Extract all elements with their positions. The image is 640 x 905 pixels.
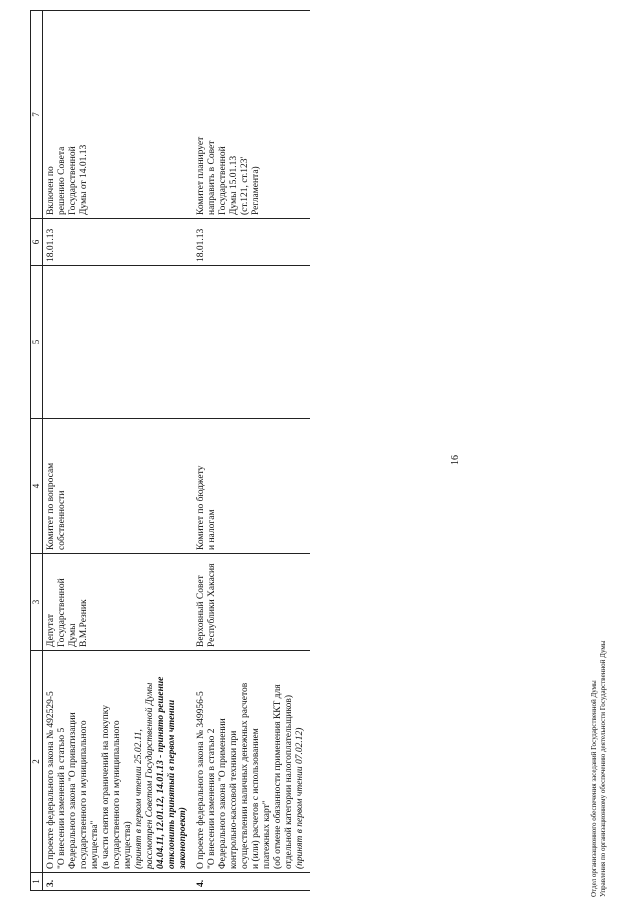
column-header: 6 xyxy=(31,219,43,266)
status-cell xyxy=(193,11,310,219)
committee-line: собственности xyxy=(57,490,67,550)
status-line: Государственной xyxy=(68,146,78,215)
column-header: 1 xyxy=(31,873,43,891)
note-line: законопроект) xyxy=(178,807,188,869)
description-line: платежных карт" xyxy=(262,800,272,869)
note-line: (принят в первом чтении 25.02.11, xyxy=(134,729,144,869)
footer-line: Отдел организационного обеспечения заседаний Государственной Думы xyxy=(590,680,598,897)
description-line: (об отмене обязанности применения ККТ для xyxy=(273,684,283,869)
description-line: имущества) xyxy=(123,821,133,869)
description-line: Федерального закона "О применении xyxy=(218,718,228,869)
initiator-line: Думы xyxy=(68,623,78,647)
note-line: отклонить принятый в первом чтении xyxy=(167,699,177,869)
bill-cell xyxy=(193,651,310,873)
status-line: Включен по xyxy=(46,166,56,215)
agenda-table xyxy=(30,10,310,891)
footer xyxy=(590,17,608,897)
description-line: осуществлении наличных денежных расчетов xyxy=(240,682,250,869)
status-line: направить в Совет xyxy=(207,140,217,215)
status-line: (ст.121, ст.123' xyxy=(240,156,250,215)
note-line: рассмотрен Советом Государственной Думы xyxy=(145,682,155,869)
bill-cell xyxy=(43,651,194,873)
status-line: Думы 15.01.13 xyxy=(229,155,239,215)
column5-cell xyxy=(43,266,194,419)
table-row xyxy=(43,11,194,891)
row-number: 4. xyxy=(193,873,310,891)
description-line: (в части снятия ограничений на покупку xyxy=(101,705,111,869)
date-cell: 18.01.13 xyxy=(193,219,310,266)
status-line: Регламента) xyxy=(251,166,261,215)
committee-line: и налогам xyxy=(207,509,217,550)
committee-line: Комитет по вопросам xyxy=(46,462,56,550)
column-header: 4 xyxy=(31,419,43,554)
bill-title: О проекте федерального закона № 492529-5 xyxy=(46,691,56,869)
description-line: Федерального закона "О приватизации xyxy=(68,712,78,869)
committee-cell xyxy=(43,419,194,554)
column-header: 2 xyxy=(31,651,43,873)
column5-cell xyxy=(193,266,310,419)
description-line: отдельной категории налогоплательщиков) xyxy=(284,694,294,869)
status-line: Думы от 14.01.13 xyxy=(79,144,89,215)
description-line: имущества" xyxy=(90,820,100,869)
initiator-line: В.М.Резник xyxy=(79,599,89,647)
initiator-cell xyxy=(193,554,310,651)
description-line: государственного и муниципального xyxy=(79,720,89,869)
column-header: 7 xyxy=(31,11,43,219)
initiator-line: Республики Хакасия xyxy=(207,563,217,647)
note-line: (принят в первом чтении 07.02.12) xyxy=(295,727,305,869)
column-header-row xyxy=(31,11,43,891)
committee-line: Комитет по бюджету xyxy=(196,465,206,550)
initiator-cell xyxy=(43,554,194,651)
row-number: 3. xyxy=(43,873,194,891)
page-number: 16 xyxy=(450,455,461,465)
initiator-line: Депутат xyxy=(46,613,56,647)
committee-cell xyxy=(193,419,310,554)
status-cell xyxy=(43,11,194,219)
initiator-line: Государственной xyxy=(57,578,67,647)
column-header: 5 xyxy=(31,266,43,419)
description-line: государственного и муниципального xyxy=(112,720,122,869)
note-line: 04.04.11, 12.01.12, 14.01.13 - принято решение xyxy=(156,676,166,869)
column-header: 3 xyxy=(31,554,43,651)
footer-line: Управления по организационному обеспечению деятельности Государственной Думы xyxy=(599,640,607,897)
date-cell: 18.01.13 xyxy=(43,219,194,266)
bill-title: О проекте федерального закона № 349956-5 xyxy=(196,691,206,869)
status-line: Комитет планирует xyxy=(196,136,206,215)
description-line: и (или) расчетов с использованием xyxy=(251,728,261,869)
description-line: "О внесении изменений в статью 5 xyxy=(57,727,67,869)
table-row xyxy=(193,11,310,891)
description-line: "О внесении изменения в статью 2 xyxy=(207,728,217,869)
status-line: решению Совета xyxy=(57,146,67,215)
status-line: Государственной xyxy=(218,146,228,215)
initiator-line: Верховный Совет xyxy=(196,575,206,647)
description-line: контрольно-кассовой техники при xyxy=(229,730,239,869)
